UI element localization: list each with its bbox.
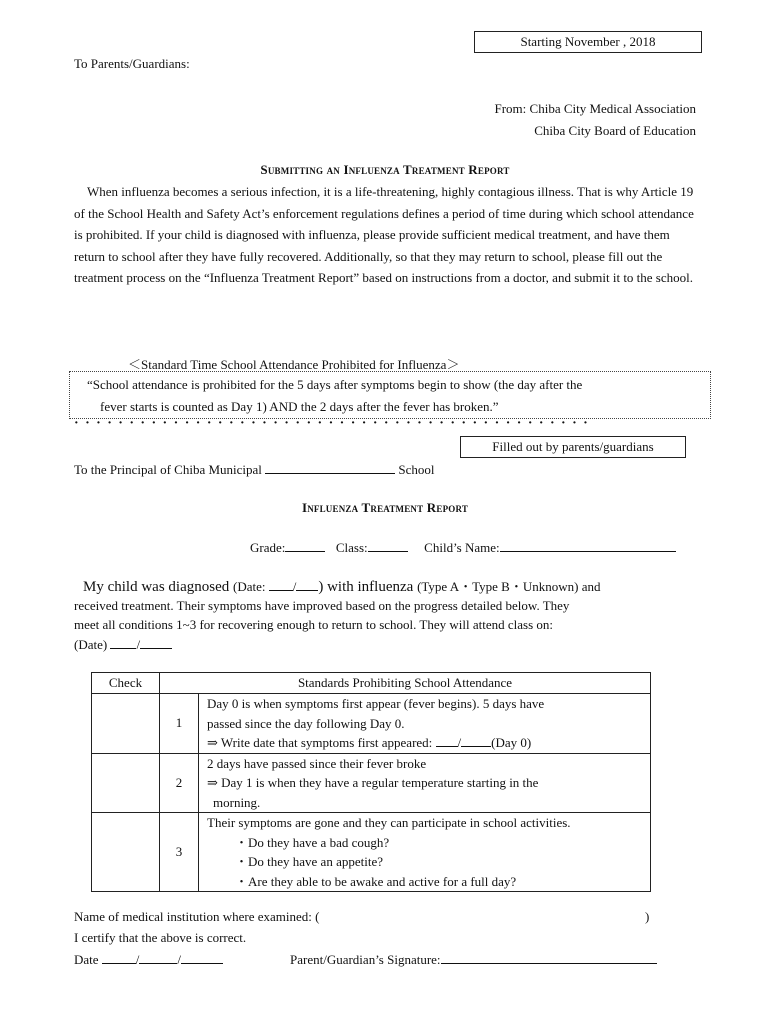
signature-date-label: Date	[74, 952, 102, 967]
check-cell-1[interactable]	[92, 694, 160, 754]
row1-line3	[207, 733, 650, 753]
standard-description	[199, 753, 651, 813]
sign-year-field[interactable]	[102, 951, 136, 964]
diagnosis-line-1	[83, 576, 600, 596]
from-block	[495, 98, 697, 142]
symptom-date-prompt: ⇒ Write date that symptoms first appeared:	[207, 735, 436, 750]
diagnosis-date-slash: /	[292, 579, 297, 594]
check-cell-2[interactable]	[92, 753, 160, 813]
standard-description	[199, 694, 651, 754]
symptom-date-slash: /	[457, 735, 462, 750]
child-name-field[interactable]	[500, 539, 676, 552]
standard-line-1: “School attendance is prohibited for the 5 days after symptoms begin to show (the day after the	[87, 377, 583, 392]
student-info-line	[250, 539, 676, 556]
filled-by-box	[460, 436, 686, 458]
symptom-date-suffix: (Day 0)	[491, 735, 532, 750]
standard-title: ＜Standard Time School Attendance Prohibited for Influenza＞	[128, 357, 460, 372]
grade-field[interactable]	[285, 539, 325, 552]
row2-line2: ⇒ Day 1 is when they have a regular temperature starting in the	[207, 775, 539, 790]
attend-day-field[interactable]	[140, 636, 172, 649]
row-number: 2	[160, 753, 199, 813]
diagnosis-text-3: and	[578, 579, 601, 594]
notice-title: Submitting an Influenza Treatment Report	[260, 162, 510, 177]
row1-line2: passed since the day following Day 0.	[207, 715, 405, 731]
attend-date-line	[74, 636, 172, 653]
start-date-box	[474, 31, 702, 53]
report-title: Influenza Treatment Report	[301, 500, 469, 515]
class-label: Class:	[335, 540, 368, 555]
dotted-separator: ···············································	[74, 416, 595, 431]
school-name-field[interactable]	[265, 461, 395, 474]
table-header-row	[92, 673, 651, 694]
row2-line1: 2 days have passed since their fever broke	[207, 755, 427, 771]
table-row	[92, 813, 651, 892]
diagnosis-month-field[interactable]	[269, 578, 293, 591]
row3-line1: Their symptoms are gone and they can participate in school activities.	[207, 815, 571, 830]
signature-line	[290, 951, 657, 968]
signature-label: Parent/Guardian’s Signature:	[290, 952, 441, 967]
from-line-1: From: Chiba City Medical Association	[494, 101, 696, 116]
check-cell-3[interactable]	[92, 813, 160, 892]
table-row	[92, 694, 651, 754]
row2-line3: morning.	[213, 794, 261, 810]
principal-suffix: School	[395, 462, 435, 477]
diagnosis-day-field[interactable]	[296, 578, 318, 591]
diagnosis-text-1: My child was diagnosed	[83, 579, 233, 595]
diagnosis-line-2: received treatment. Their symptoms have improved based on the progress detailed below. They	[74, 598, 570, 613]
principal-line	[74, 461, 435, 478]
start-date-text: Starting November , 2018	[520, 34, 656, 49]
standard-box	[69, 371, 711, 419]
row3-line3: ・Do they have an appetite?	[235, 854, 383, 869]
row-number: 3	[160, 813, 199, 892]
sign-month-field[interactable]	[139, 951, 177, 964]
diagnosis-line-3: meet all conditions 1~3 for recovering enough to return to school. They will attend class on:	[74, 617, 554, 632]
medical-institution-close: )	[645, 909, 650, 924]
diagnosis-text-2: ) with influenza	[318, 579, 418, 595]
from-line-2: Chiba City Board of Education	[534, 123, 696, 138]
grade-label: Grade:	[250, 540, 286, 555]
standard-line-2: fever starts is counted as Day 1) AND the 2 days after the fever has broken.”	[100, 399, 499, 414]
symptom-day-field[interactable]	[461, 734, 491, 747]
row3-line2: ・Do they have a bad cough?	[235, 834, 390, 850]
sign-date-slash-2: /	[177, 952, 182, 967]
attend-date-slash: /	[136, 637, 141, 652]
signature-field[interactable]	[441, 951, 657, 964]
standards-table	[91, 672, 651, 892]
header-check: Check	[92, 673, 160, 694]
principal-prefix: To the Principal of Chiba Municipal	[74, 462, 266, 477]
header-standards: Standards Prohibiting School Attendance	[160, 673, 651, 694]
symptom-month-field[interactable]	[436, 734, 458, 747]
signature-date-line	[74, 951, 223, 968]
row1-line1: Day 0 is when symptoms first appear (fever begins). 5 days have	[207, 696, 545, 711]
sign-date-slash-1: /	[135, 952, 140, 967]
table-row	[92, 753, 651, 813]
certify-statement: I certify that the above is correct.	[74, 930, 247, 945]
row-number: 1	[160, 694, 199, 754]
standard-description	[199, 813, 651, 892]
sign-day-field[interactable]	[181, 951, 223, 964]
diagnosis-date-label: (Date:	[232, 579, 269, 594]
attend-month-field[interactable]	[110, 636, 136, 649]
class-field[interactable]	[368, 539, 408, 552]
notice-body: When influenza becomes a serious infection, it is a life-threatening, highly contagious illness. That is why Article 19 of the School Health and Safety Act’s enforcement regulations defines a period of time during which school attendance is prohibited. If your child is diagnosed with influenza, please provide sufficient medical treatment, and have them return to school after they have fully recovered. Additionally, so that they may return to school, please fill out the treatment process on the “Influenza Treatment Report” based on instructions from a doctor, and submit it to the school.	[74, 184, 694, 286]
filled-by-text: Filled out by parents/guardians	[492, 439, 654, 454]
attend-date-label: (Date)	[74, 637, 111, 652]
medical-institution-line[interactable]	[74, 909, 319, 925]
row3-line4: ・Are they able to be awake and active for a full day?	[235, 873, 517, 889]
influenza-type-options[interactable]: (Type A・Type B・Unknown)	[417, 579, 579, 594]
child-name-label: Child’s Name:	[424, 540, 500, 555]
medical-institution-label: Name of medical institution where examined: (	[74, 909, 320, 924]
addressee: To Parents/Guardians:	[74, 56, 190, 71]
